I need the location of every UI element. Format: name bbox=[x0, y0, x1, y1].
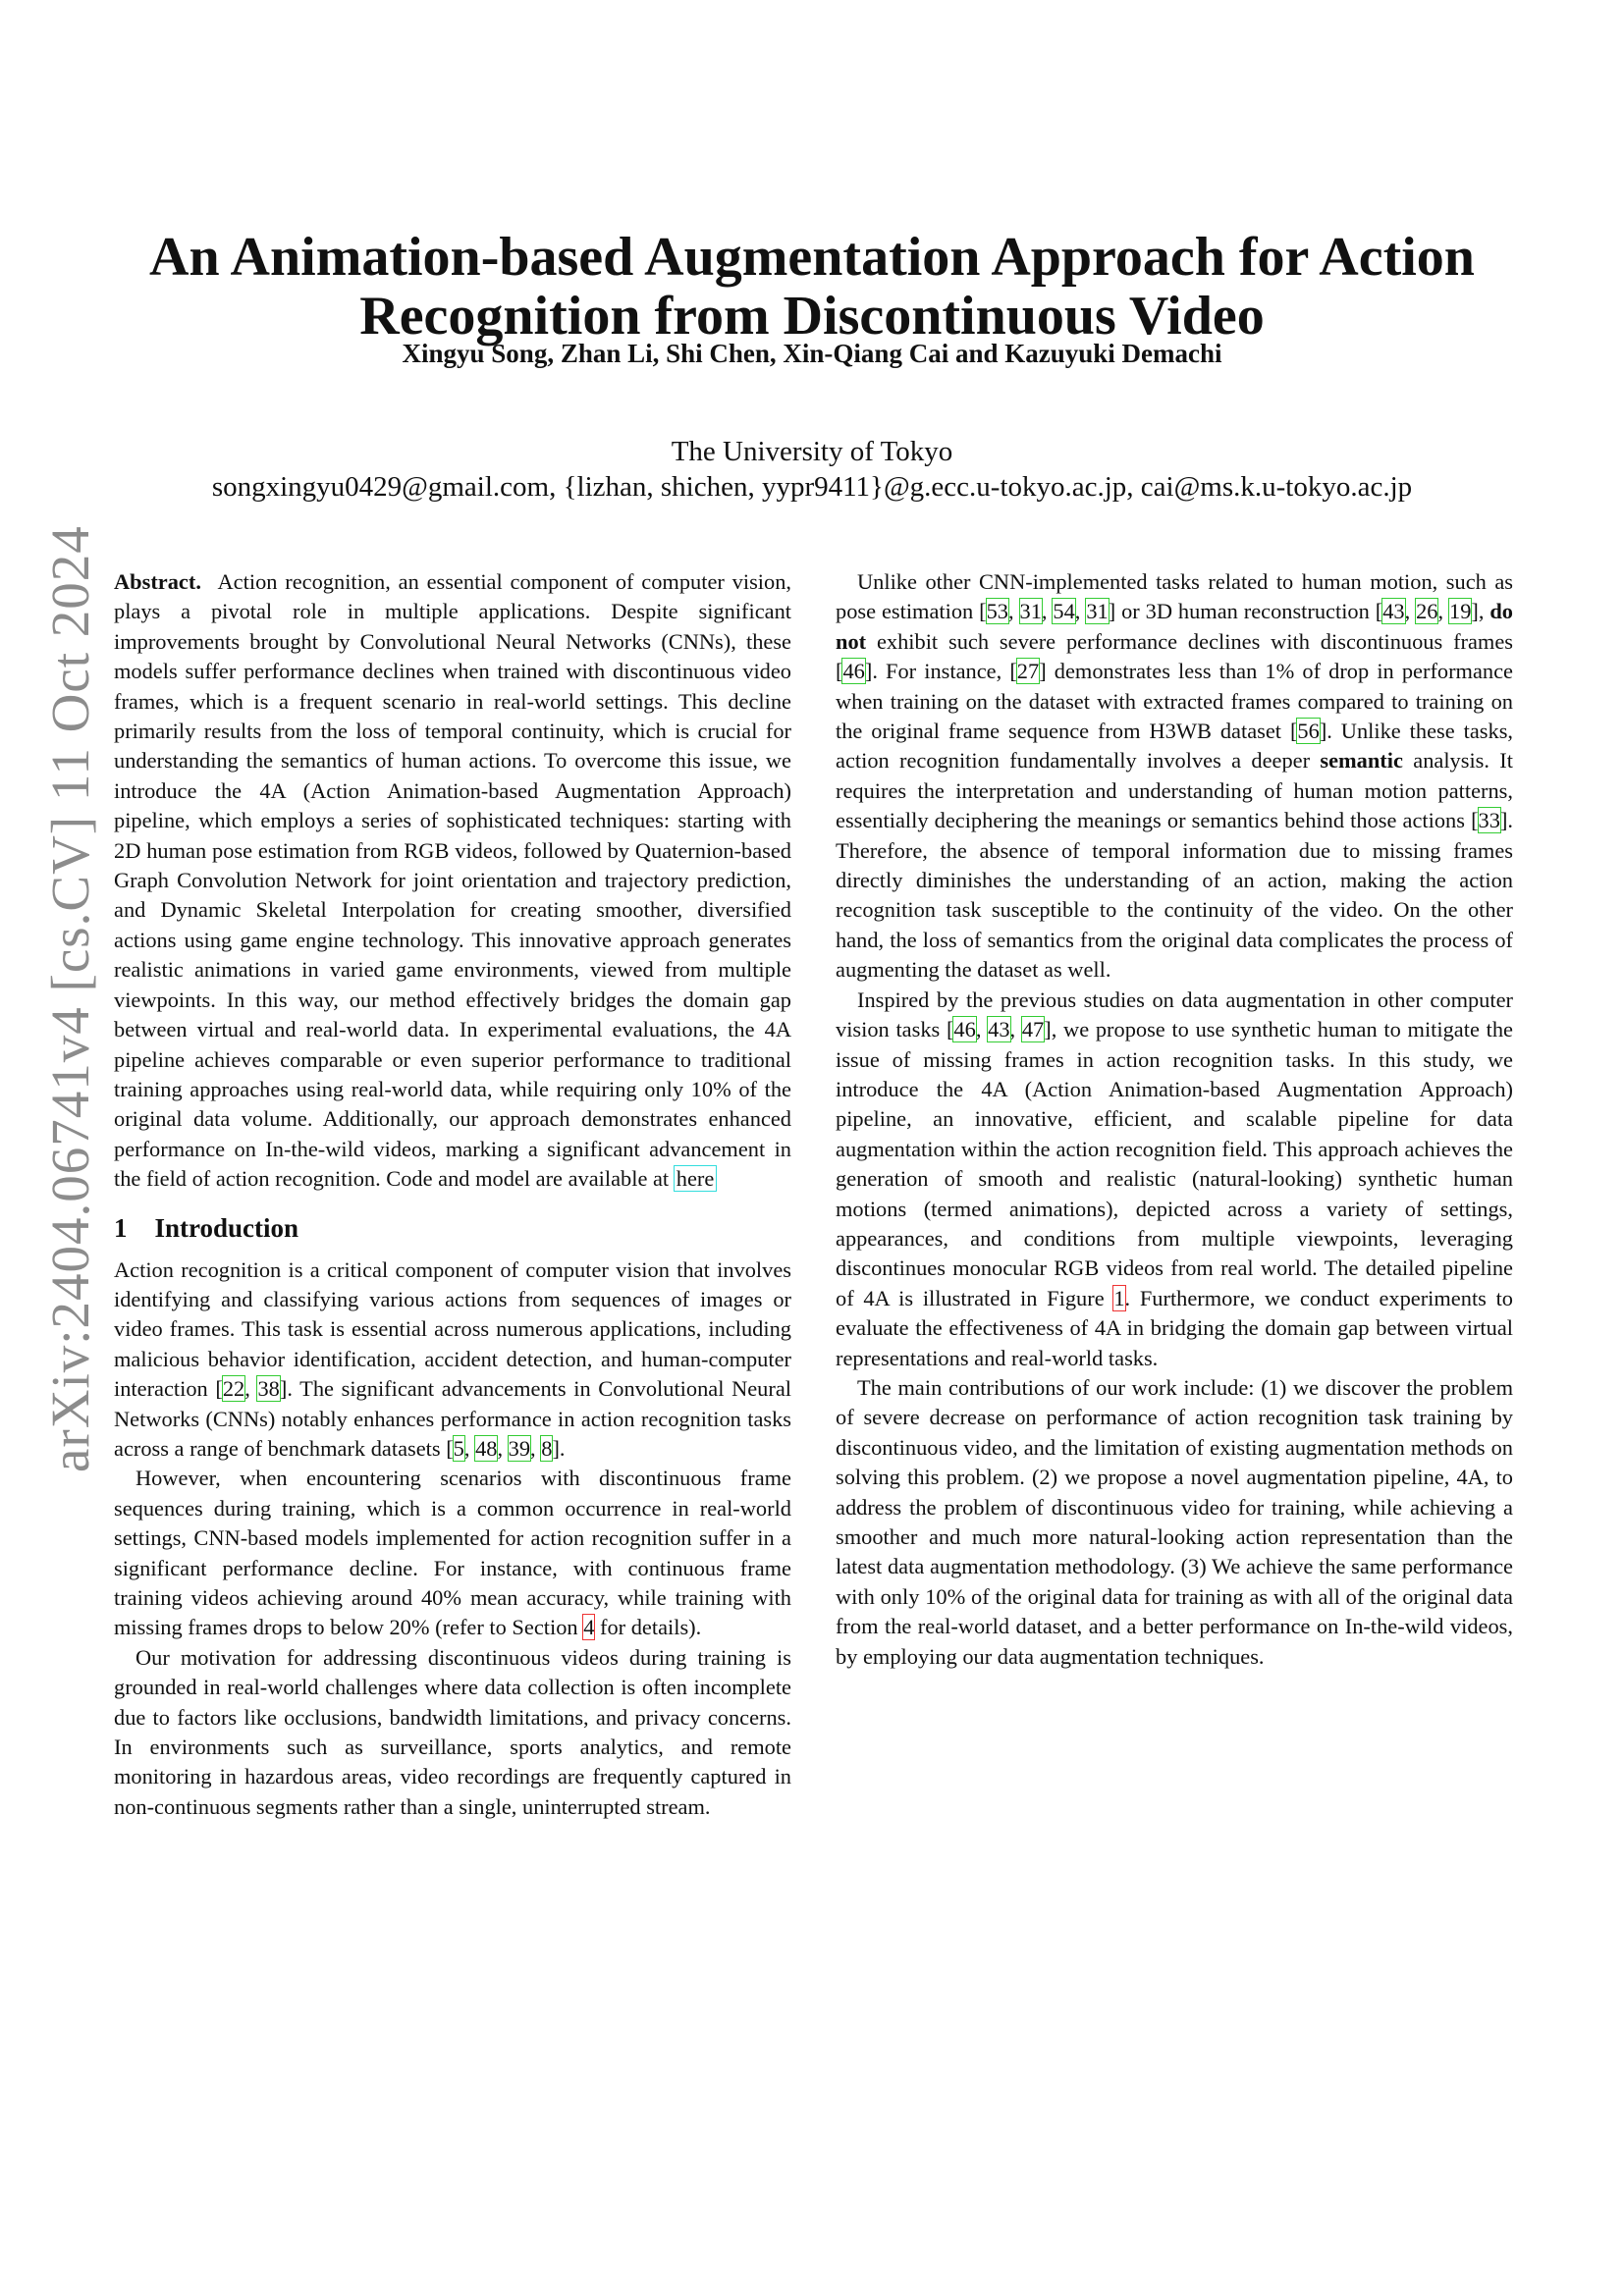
citation-link[interactable]: 31 bbox=[1086, 599, 1109, 624]
paper-title bbox=[98, 228, 1526, 346]
citation-link[interactable]: 46 bbox=[842, 659, 865, 684]
left-column bbox=[114, 567, 791, 1822]
citation-link[interactable]: 48 bbox=[475, 1435, 498, 1461]
section-title: Introduction bbox=[154, 1212, 299, 1243]
abstract-heading: Abstract. bbox=[114, 569, 201, 594]
title-line-2: Recognition from Discontinuous Video bbox=[359, 286, 1265, 347]
citation-link[interactable]: 22 bbox=[222, 1376, 245, 1402]
citation-link[interactable]: 8 bbox=[541, 1435, 553, 1461]
abstract-text: Action recognition, an essential component of computer vision, plays a pivotal role in multiple applications. Despite significant improvements brought by Convolutional Neural Networks (CNNs), these models suffer performance declines when trained with discontinuous video frames, which is a frequent scenario in real-world settings. This decline primarily results from the loss of temporal continuity, which is crucial for understanding the semantics of human actions. To overcome this issue, we introduce the 4A (Action Animation-based Augmentation Approach) pipeline, which employs a series of sophisticated techniques: starting with 2D human pose estimation from RGB videos, followed by Quaternion-based Graph Convolution Network for joint orientation and trajectory prediction, and Dynamic Skeletal Interpolation for creating smoother, diversified actions using game engine technology. This innovative approach generates realistic animations in varied game environments, viewed from multiple viewpoints. In this way, our method effectively bridges the domain gap between virtual and real-world data. In experimental evaluations, the 4A pipeline achieves comparable or even superior performance to traditional training approaches using real-world data, while requiring only 10% of the original data volume. Additionally, our approach demonstrates enhanced performance on In-the-wild videos, marking a significant advancement in the field of action recognition. Code and model are available at bbox=[114, 569, 791, 1192]
intro-paragraph-4: Unlike other CNN-implemented tasks related to human motion, such as pose estimation [53, 31, 54, 31] or 3D human reconstruction [43, 26, 19], do not exhibit such severe performance declines with discontinuous frames [46]. For instance, [27] demonstrates less than 1% of drop in performance when training on the dataset with extracted frames compared to training on the original frame sequence from H3WB dataset [56]. Unlike these tasks, action recognition fundamentally involves a deeper semantic analysis. It requires the interpretation and understanding of human motion patterns, essentially deciphering the meanings or semantics behind those actions [33]. Therefore, the absence of temporal information due to missing frames directly diminishes the understanding of an action, making the action recognition task susceptible to the continuity of the video. On the other hand, the loss of semantics from the original data complicates the process of augmenting the dataset as well. bbox=[836, 569, 1514, 983]
title-line-1: An Animation-based Augmentation Approach for Action bbox=[149, 227, 1475, 288]
citation-link[interactable]: 53 bbox=[986, 599, 1008, 624]
section-ref-link[interactable]: 4 bbox=[583, 1615, 595, 1640]
citation-link[interactable]: 31 bbox=[1019, 599, 1042, 624]
section-heading-introduction bbox=[114, 1210, 791, 1246]
citation-link[interactable]: 43 bbox=[1382, 599, 1405, 624]
citation-link[interactable]: 39 bbox=[508, 1435, 531, 1461]
affiliation: The University of Tokyo bbox=[671, 436, 953, 467]
intro-paragraph-5: Inspired by the previous studies on data augmentation in other computer vision tasks [46, 43, 47], we propose to use synthetic human to mitigate the issue of missing frames in action recognition tasks. In this study, we introduce the 4A (Action Animation-based Augmentation Approach) pipeline, an innovative, efficient, and scalable pipeline for data augmentation within the action recognition field. This approach achieves the generation of smooth and realistic (natural-looking) synthetic human motions (termed animations), depicted across a variety of settings, appearances, and conditions from multiple viewpoints, leveraging discontinues monocular RGB videos from real world. The detailed pipeline of 4A is illustrated in Figure 1. Furthermore, we conduct experiments to evaluate the effectiveness of 4A in bridging the domain gap between virtual representations and real-world tasks. bbox=[836, 987, 1513, 1370]
citation-link[interactable]: 47 bbox=[1021, 1017, 1045, 1042]
citation-link[interactable]: 38 bbox=[257, 1376, 280, 1402]
citation-link[interactable]: 54 bbox=[1053, 599, 1075, 624]
citation-link[interactable]: 43 bbox=[988, 1017, 1010, 1042]
author-emails: songxingyu0429@gmail.com, {lizhan, shichen, yypr9411}@g.ecc.u-tokyo.ac.jp, cai@ms.k.u-tokyo.ac.jp bbox=[211, 471, 1413, 503]
abstract-paragraph bbox=[114, 567, 791, 1195]
code-link[interactable]: here bbox=[676, 1166, 715, 1192]
intro-paragraph-2: However, when encountering scenarios with discontinuous frame sequences during training, which is a common occurrence in real-world settings, CNN-based models implemented for action recognition suffer in a significant performance decline. For instance, with continuous frame training videos achieving around 40% mean accuracy, while training with missing frames drops to below 20% (refer to Section 4 for details). bbox=[114, 1466, 791, 1640]
citation-link[interactable]: 56 bbox=[1297, 719, 1320, 744]
citation-link[interactable]: 26 bbox=[1416, 599, 1438, 624]
arxiv-identifier-stamp[interactable]: arXiv:2404.06741v4 [cs.CV] 11 Oct 2024 bbox=[40, 525, 100, 1472]
author-list: Xingyu Song, Zhan Li, Shi Chen, Xin-Qiang Cai and Kazuyuki Demachi bbox=[402, 339, 1222, 368]
intro-paragraph-1: Action recognition is a critical component of computer vision that involves identifying and classifying various actions from sequences of images or video frames. This task is essential across numerous applications, including malicious behavior identification, accident detection, and human-computer interaction [22, 38]. The significant advancements in Convolutional Neural Networks (CNNs) notably enhances performance in action recognition tasks across a range of benchmark datasets [5, 48, 39, 8]. bbox=[114, 1256, 791, 1461]
section-number: 1 bbox=[114, 1212, 128, 1243]
citation-link[interactable]: 27 bbox=[1016, 659, 1040, 684]
emphasis-do-not: do not bbox=[836, 599, 1514, 654]
citation-link[interactable]: 5 bbox=[453, 1435, 464, 1461]
citation-link[interactable]: 46 bbox=[953, 1017, 976, 1042]
citation-link[interactable]: 19 bbox=[1449, 599, 1472, 624]
citation-link[interactable]: 33 bbox=[1478, 808, 1500, 833]
intro-paragraph-6: The main contributions of our work include: (1) we discover the problem of severe decrease on performance of action recognition task training by discontinuous video, and the limitation of existing augmentation methods on solving this problem. (2) we propose a novel augmentation pipeline, 4A, to address the problem of discontinuous video for training, while achieving a smoother and much more natural-looking action representation than the latest data augmentation methodology. (3) We achieve the same performance with only 10% of the original data for training as with all of the original data from the real-world dataset, and a better performance on In-the-wild videos, by employing our data augmentation techniques. bbox=[836, 1374, 1513, 1669]
intro-paragraph-3: Our motivation for addressing discontinuous videos during training is grounded in real-world challenges where data collection is often incomplete due to factors like occlusions, bandwidth limitations, and privacy concerns. In environments such as surveillance, sports analytics, and remote monitoring in hazardous areas, video recordings are frequently captured in non-continuous segments rather than a single, uninterrupted stream. bbox=[114, 1644, 791, 1819]
figure-ref-link[interactable]: 1 bbox=[1113, 1285, 1125, 1310]
right-column bbox=[836, 567, 1513, 1672]
emphasis-semantic: semantic bbox=[1320, 748, 1403, 774]
